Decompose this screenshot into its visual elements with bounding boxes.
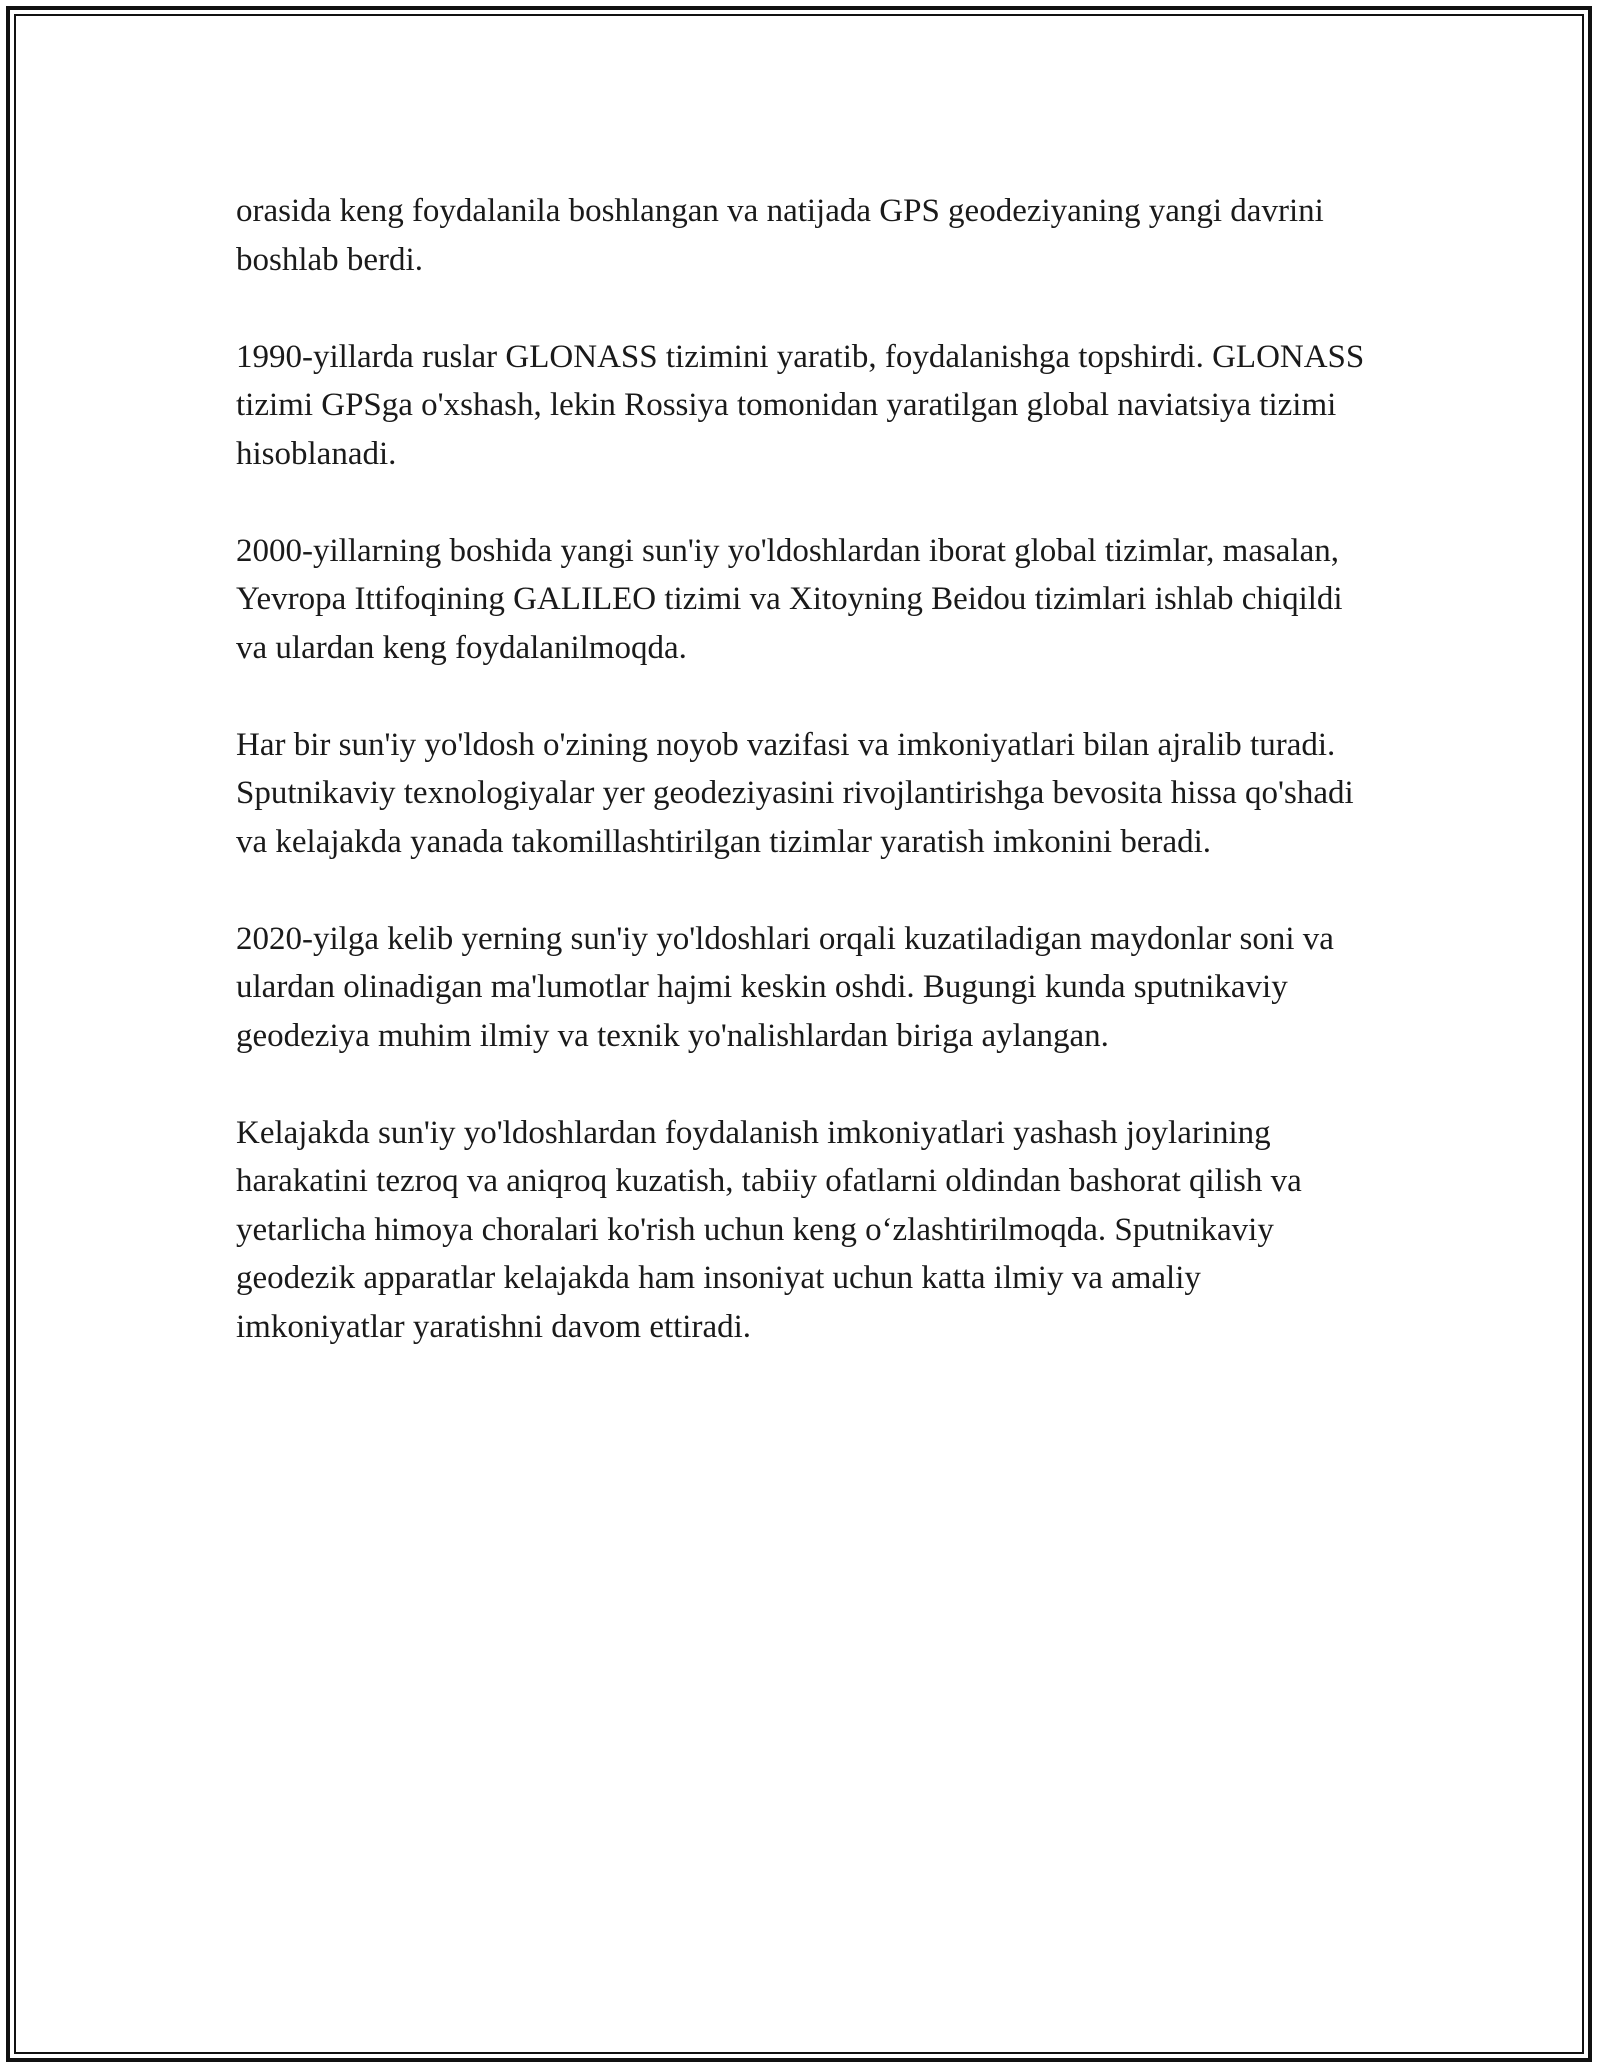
document-body: [236, 187, 1366, 1400]
paragraph-5: 2020-yilga kelib yerning sun'iy yo'ldoshlari orqali kuzatiladigan maydonlar soni va ulardan olinadigan ma'lumotlar hajmi keskin oshdi. Bugungi kunda sputnikaviy geodeziya muhim ilmiy va texnik yo'nalishlardan biriga aylangan.: [236, 920, 1334, 1054]
paragraph-2: 1990-yillarda ruslar GLONASS tizimini yaratib, foydalanishga topshirdi. GLONASS tizimi GPSga o'xshash, lekin Rossiya tomonidan yaratilgan global naviatsiya tizimi hisoblanadi.: [236, 338, 1365, 472]
paragraph-6: Kelajakda sun'iy yo'ldoshlardan foydalanish imkoniyatlari yashash joylarining harakatini tezroq va aniqroq kuzatish, tabiiy ofatlarni oldindan bashorat qilish va yetarlicha himoya choralari ko'rish uchun keng o‘zlashtirilmoqda. Sputnikaviy geodezik apparatlar kelajakda ham insoniyat uchun katta ilmiy va amaliy imkoniyatlar yaratishni davom ettiradi.: [236, 1114, 1302, 1345]
paragraph-1: orasida keng foydalanila boshlangan va natijada GPS geodeziyaning yangi davrini boshlab berdi.: [236, 193, 1324, 278]
paragraph-3: 2000-yillarning boshida yangi sun'iy yo'ldoshlardan iborat global tizimlar, masalan, Yevropa Ittifoqining GALILEO tizimi va Xitoyning Beidou tizimlari ishlab chiqildi va ulardan keng foydalanilmoqda.: [236, 532, 1343, 666]
paragraph-4: Har bir sun'iy yo'ldosh o'zining noyob vazifasi va imkoniyatlari bilan ajralib turadi. Sputnikaviy texnologiyalar yer geodeziyasini rivojlantirishga bevosita hissa qo'shadi va kelajakda yanada takomillashtirilgan tizimlar yaratish imkonini beradi.: [236, 726, 1354, 860]
